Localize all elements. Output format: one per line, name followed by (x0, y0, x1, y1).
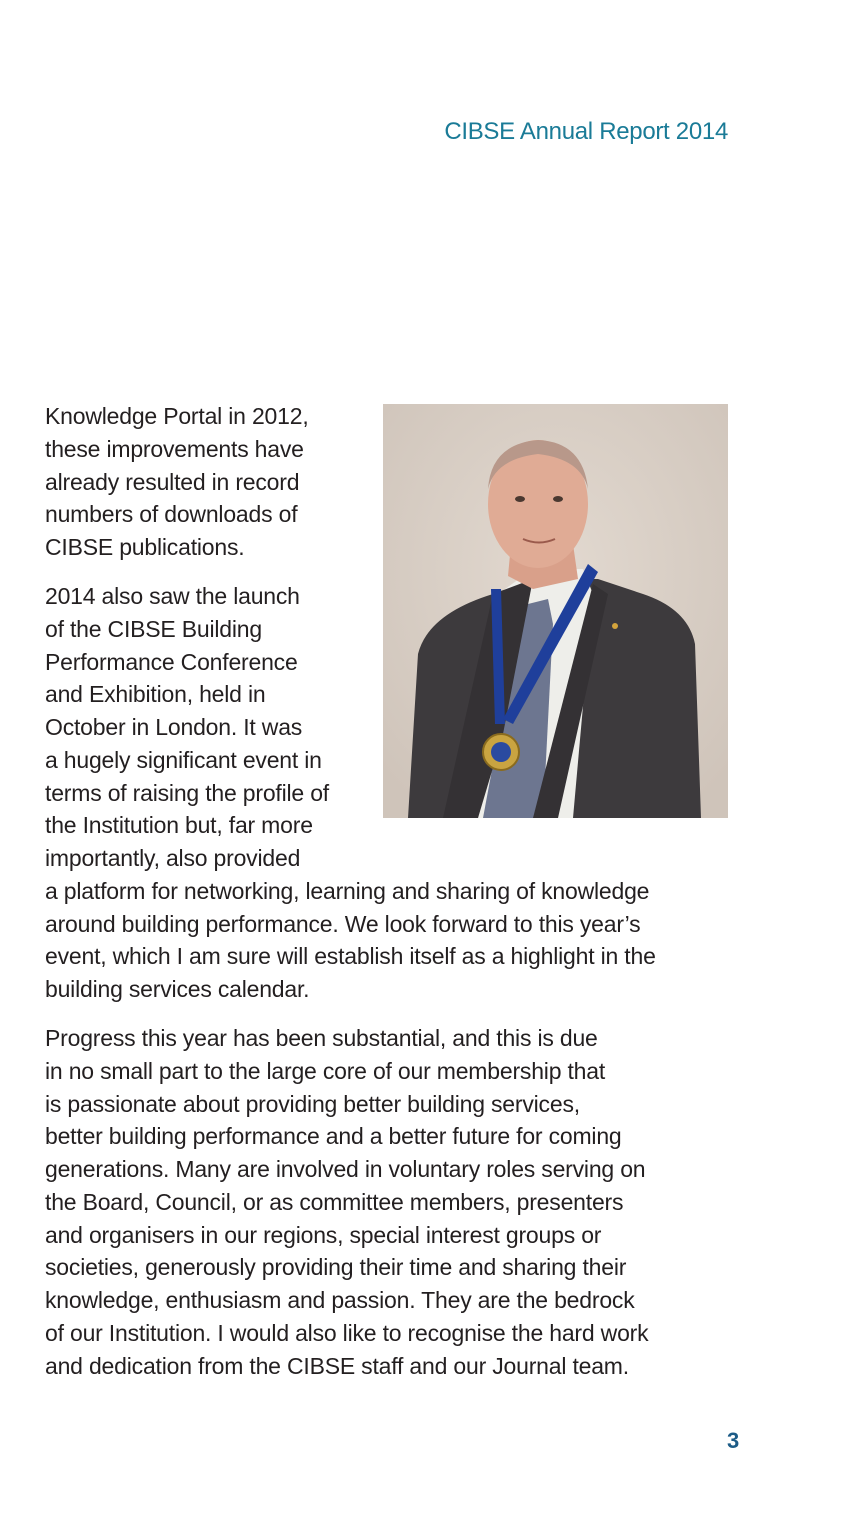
text-line: Progress this year has been substantial, and this is due (45, 1025, 598, 1051)
paragraph-3 (45, 1022, 648, 1382)
text-line: and dedication from the CIBSE staff and our Journal team. (45, 1352, 629, 1379)
text-line: already resulted in record (45, 468, 300, 495)
text-line: of our Institution. I would also like to recognise the hard work (45, 1319, 649, 1346)
text-line: CIBSE publications. (45, 534, 245, 560)
text-line: and organisers in our regions, special interest groups or (45, 1221, 602, 1248)
text-line: around building performance. We look forward to this year’s (45, 910, 641, 937)
text-line: Performance Conference (45, 648, 298, 675)
text-line: numbers of downloads of (45, 501, 298, 528)
text-line: and Exhibition, held in (45, 681, 266, 708)
text-line: the Board, Council, or as committee members, presenters (45, 1188, 624, 1215)
paragraph-2 (45, 580, 656, 1006)
text-line: terms of raising the profile of (45, 779, 329, 806)
text-line: a hugely significant event in (45, 746, 322, 773)
text-line: importantly, also provided (45, 845, 301, 871)
text-line: in no small part to the large core of our membership that (45, 1057, 606, 1084)
text-line: event, which I am sure will establish itself as a highlight in the (45, 943, 656, 970)
text-line: 2014 also saw the launch (45, 583, 300, 609)
text-line: Knowledge Portal in 2012, (45, 403, 309, 429)
report-title: CIBSE Annual Report 2014 (444, 118, 728, 145)
text-line: of the CIBSE Building (45, 615, 262, 642)
text-line: societies, generously providing their time and sharing their (45, 1254, 627, 1281)
text-line: generations. Many are involved in voluntary roles serving on (45, 1156, 646, 1182)
page-number: 3 (727, 1428, 740, 1453)
text-line: October in London. It was (45, 714, 303, 740)
text-line: these improvements have (45, 435, 304, 462)
paragraph-1 (45, 400, 309, 564)
text-line: the Institution but, far more (45, 812, 313, 839)
text-line: knowledge, enthusiasm and passion. They are the bedrock (45, 1287, 635, 1313)
text-line: building services calendar. (45, 976, 310, 1002)
text-line: better building performance and a better future for coming (45, 1123, 622, 1150)
text-line: is passionate about providing better building services, (45, 1090, 580, 1117)
text-line: a platform for networking, learning and sharing of knowledge (45, 877, 650, 904)
